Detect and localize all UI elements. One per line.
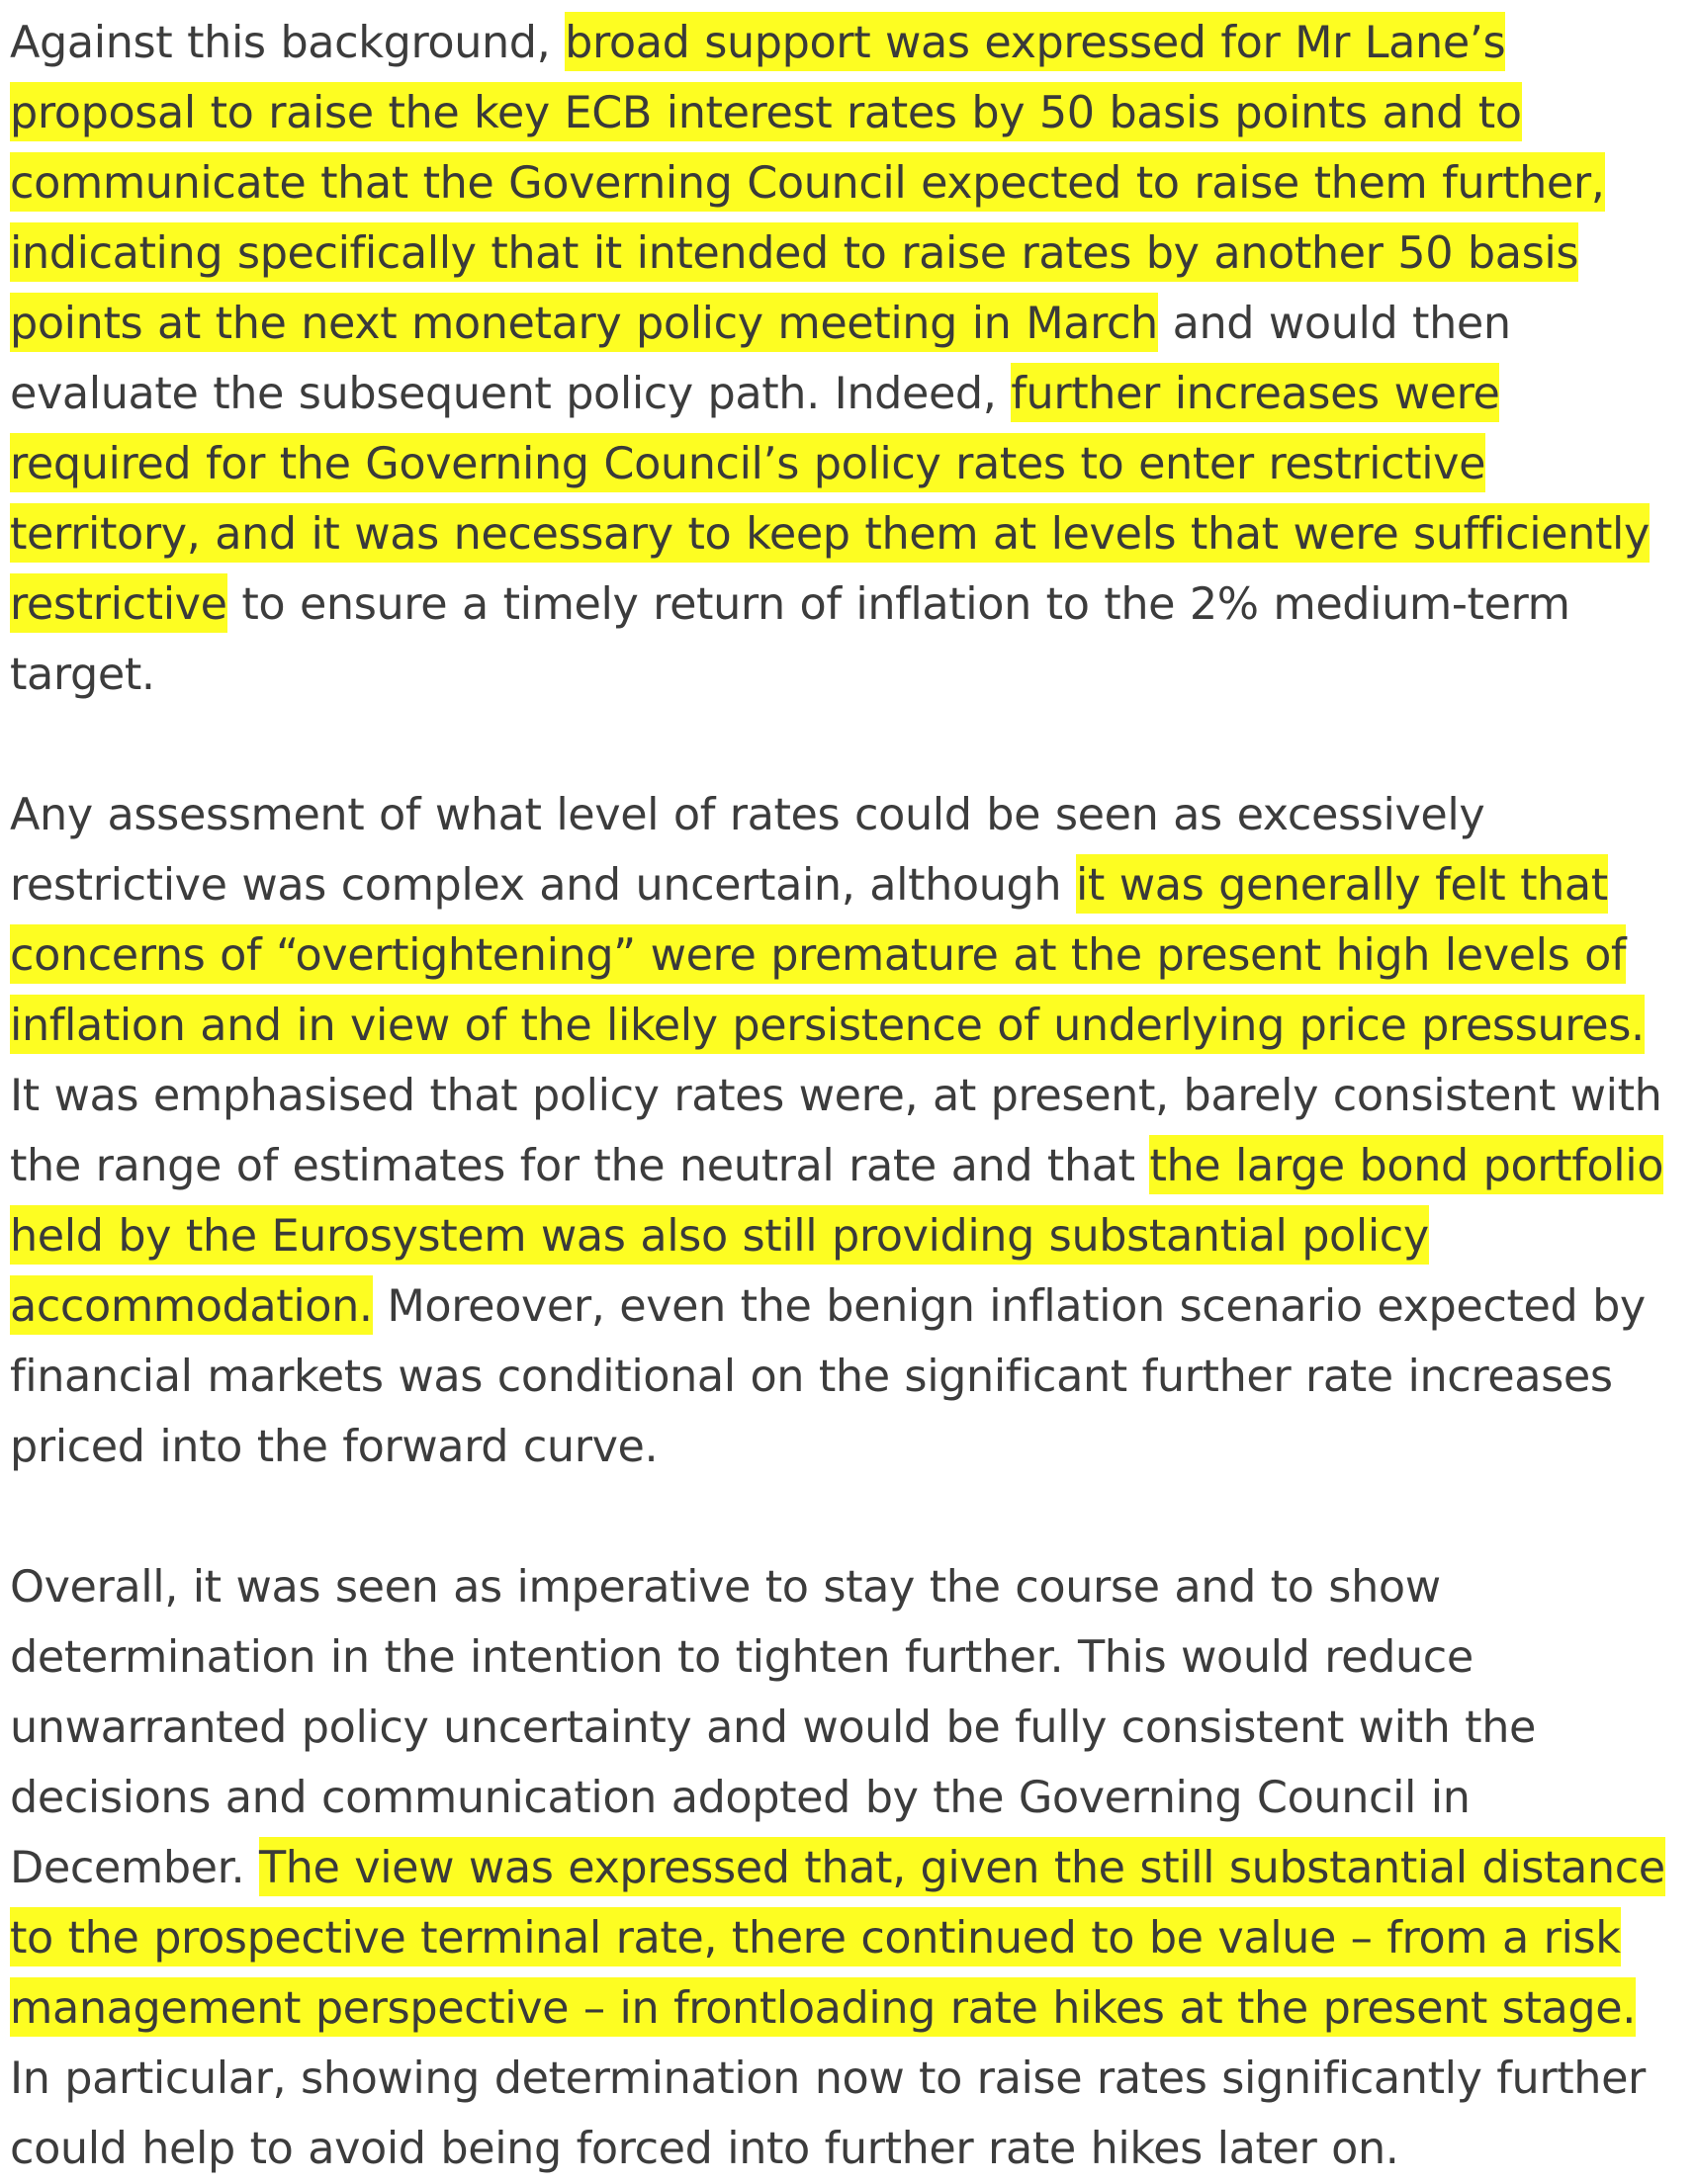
- text-segment: Overall, it was seen as imperative to stay the course and to show determination in the intention to tighten further. This would reduce unwarranted policy uncertainty and would be fully consistent with the decisions and communication adopted by the Governing Council in December.: [10, 1562, 1537, 1893]
- highlighted-segment: The view was expressed that, given the still substantial distance to the prospective terminal rate, there continued to be value – from a risk management perspective – in frontloading rate hikes at the present stage.: [10, 1837, 1665, 2037]
- highlighted-segment: broad support was expressed for Mr Lane’s proposal to raise the key ECB interest rates by 50 basis points and to communicate that the Governing Council expected to raise them further, indicating specifically that it intended to raise rates by another 50 basis points at the next monetary policy meeting in March: [10, 12, 1605, 352]
- text-segment: to ensure a timely return of inflation to the 2% medium-term target.: [10, 579, 1570, 700]
- highlighted-segment: further increases were required for the Governing Council’s policy rates to enter restrictive territory, and it was necessary to keep them at levels that were sufficiently restrictive: [10, 363, 1650, 633]
- highlighted-segment: it was generally felt that concerns of “overtightening” were premature at the present high levels of inflation and in view of the likely persistence of underlying price pressures.: [10, 854, 1645, 1054]
- highlighted-segment: the large bond portfolio held by the Eurosystem was also still providing substantial policy accommodation.: [10, 1135, 1663, 1335]
- text-segment: Any assessment of what level of rates could be seen as excessively restrictive was complex and uncertain, although: [10, 790, 1485, 911]
- text-segment: and would then evaluate the subsequent policy path. Indeed,: [10, 299, 1511, 419]
- text-segment: Moreover, even the benign inflation scenario expected by financial markets was conditional on the significant further rate increases priced into the forward curve.: [10, 1281, 1646, 1472]
- paragraph-1: [10, 8, 1681, 710]
- paragraph-2: [10, 780, 1681, 1482]
- document-body: [10, 8, 1681, 2184]
- text-segment: In particular, showing determination now to raise rates significantly further could help to avoid being forced into further rate hikes later on.: [10, 2053, 1646, 2174]
- text-segment: It was emphasised that policy rates were, at present, barely consistent with the range of estimates for the neutral rate and that: [10, 1071, 1662, 1191]
- text-segment: Against this background,: [10, 18, 566, 68]
- paragraph-3: [10, 1552, 1681, 2184]
